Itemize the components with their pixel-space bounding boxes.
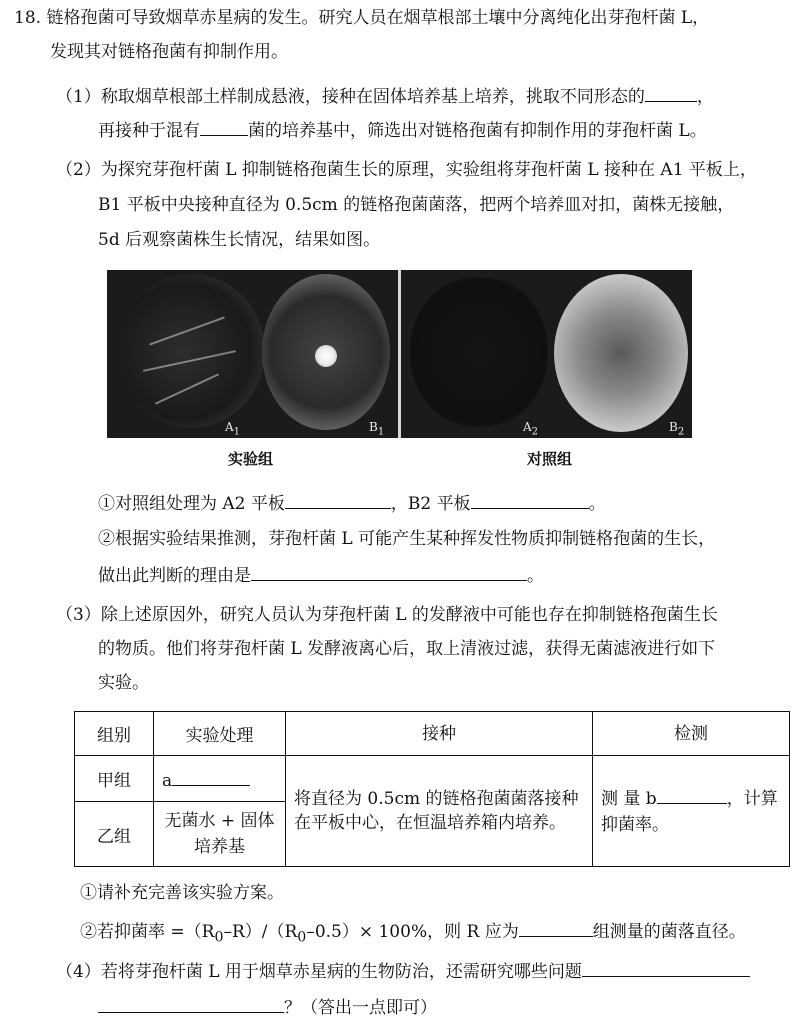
group-jia: 甲组: [75, 756, 154, 802]
answer-blank-b[interactable]: [657, 785, 727, 804]
part3-sub1: ①请补充完善该实验方案。: [80, 883, 284, 903]
petri-dish-photo: [107, 270, 692, 438]
treatment-a: a: [154, 756, 286, 802]
answer-blank-3[interactable]: [285, 490, 391, 509]
table-row: [75, 756, 790, 802]
header-inoculation: 接种: [286, 712, 593, 756]
inoculation-cell: 将直径为 0.5cm 的链格孢菌菌落接种在平板中心，在恒温培养箱内培养。: [286, 756, 593, 867]
answer-blank-1[interactable]: [645, 83, 697, 102]
answer-blank-2[interactable]: [200, 117, 248, 136]
group-yi: 乙组: [75, 802, 154, 867]
header-treatment: 实验处理: [154, 712, 286, 756]
part3-line2: 的物质。他们将芽孢杆菌 L 发酵液离心后，取上清液过滤，获得无菌滤液进行如下: [98, 639, 716, 659]
label-b1: $B_1$: [369, 420, 385, 438]
label-a2: $A_2$: [523, 420, 539, 438]
question-stem: 18. 链格孢菌可导致烟草赤星病的发生。研究人员在烟草根部土壤中分离纯化出芽孢杆菌 L，: [14, 8, 710, 28]
part2-line1: （2）为探究芽孢杆菌 L 抑制链格孢菌生长的原理，实验组将芽孢杆菌 L 接种在 A1 平板上，: [56, 160, 757, 180]
plate-a2: [410, 274, 548, 430]
caption-control: 对照组: [527, 450, 573, 468]
detection-cell: 测 量 b ，计算抑菌率。: [593, 756, 790, 867]
answer-blank-4[interactable]: [471, 490, 589, 509]
part2-line3: 5d 后观察菌株生长情况，结果如图。: [98, 230, 381, 250]
part2-item2: ②根据实验结果推测，芽孢杆菌 L 可能产生某种挥发性物质抑制链格孢菌的生长，: [98, 529, 716, 549]
part1-line2: 再接种于混有 菌的培养基中，筛选出对链格孢菌有抑制作用的芽孢杆菌 L。: [98, 117, 707, 143]
answer-blank-6[interactable]: [519, 918, 593, 937]
part2-item1: ①对照组处理为 A2 平板 ，B2 平板 。: [98, 490, 606, 516]
part2-item2-cont: 做出此判断的理由是 。: [98, 562, 544, 588]
plate-b2: [554, 274, 688, 432]
part4-line2: ？（答出一点即可）: [98, 994, 437, 1020]
fungal-colony: [315, 345, 337, 367]
header-group: 组别: [75, 712, 154, 756]
plate-a1: [117, 274, 265, 428]
label-a1: $A_1$: [225, 420, 241, 438]
answer-blank-7[interactable]: [582, 958, 750, 977]
part4-line1: （4）若将芽孢杆菌 L 用于烟草赤星病的生物防治，还需研究哪些问题: [56, 958, 750, 984]
header-detection: 检测: [593, 712, 790, 756]
label-b2: $B_2$: [669, 420, 685, 438]
table-header-row: [75, 712, 790, 756]
answer-blank-8[interactable]: [98, 994, 284, 1013]
caption-experimental: 实验组: [228, 450, 274, 468]
part3-line1: （3）除上述原因外，研究人员认为芽孢杆菌 L 的发酵液中可能也存在抑制链格孢菌生长: [56, 605, 718, 625]
part1-line1: （1）称取烟草根部土样制成悬液，接种在固体培养基上培养，挑取不同形态的 ，: [56, 83, 714, 109]
part2-line2: B1 平板中央接种直径为 0.5cm 的链格孢菌菌落，把两个培养皿对扣，菌株无接触，: [98, 195, 735, 215]
experiment-table: [74, 711, 790, 867]
question-stem-cont: 发现其对链格孢菌有抑制作用。: [50, 42, 288, 62]
part3-line3: 实验。: [98, 673, 149, 693]
answer-blank-a[interactable]: [172, 767, 250, 786]
answer-blank-5[interactable]: [251, 562, 527, 581]
part3-sub2: ②若抑菌率 $=(R_0-R)/(R_0-0.5)\times 100\%$，则 R 应为 组测量的菌落直径。: [80, 918, 746, 949]
treatment-water: 无菌水 + 固体培养基: [154, 802, 286, 867]
